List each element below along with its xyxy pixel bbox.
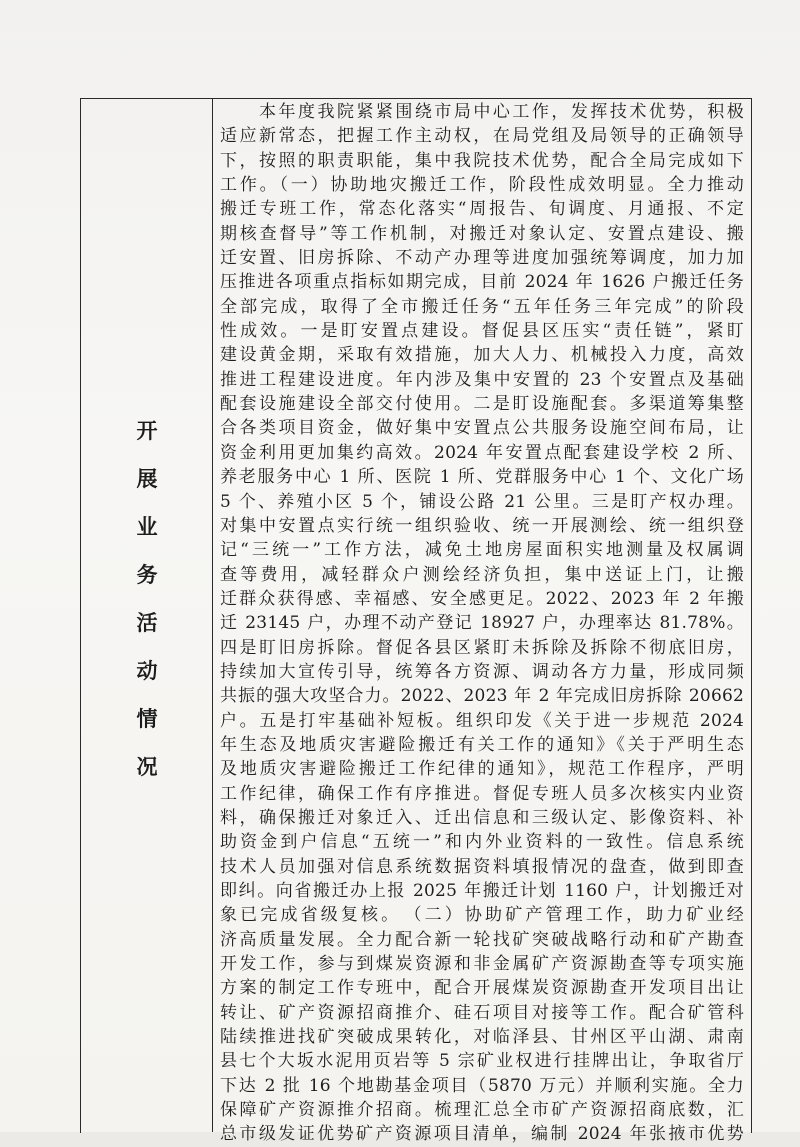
text-line: 县七个大坂水泥用页岩等 5 宗矿业权进行挂牌出让，争取省厅: [220, 1051, 744, 1072]
column-divider: [212, 98, 213, 1132]
text-line: 陆续推进找矿突破成果转化，对临泽县、甘州区平山湖、肃南: [220, 1027, 744, 1048]
text-line: 即纠。向省搬迁办上报 2025 年搬迁计划 1160 户，计划搬迁对: [220, 881, 744, 901]
row-label-business-activities: [132, 420, 162, 780]
text-line: 性成效。一是盯安置点建设。督促县区压实“责任链”，紧盯: [220, 321, 744, 342]
row-label-char: 活: [136, 610, 158, 635]
row-label-char: 动: [136, 658, 158, 683]
text-line: 5 个、养殖小区 5 个，铺设公路 21 公里。三是盯产权办理。: [220, 491, 744, 512]
text-line: 推进工程建设进度。年内涉及集中安置的 23 个安置点及基础: [220, 369, 744, 390]
row-label-char: 业: [136, 514, 158, 539]
text-line: 料，确保搬迁对象迁入、迁出信息和三级认定、影像资料、补: [220, 807, 744, 828]
text-line: 期核查督导”等工作机制，对搬迁对象认定、安置点建设、搬: [220, 223, 744, 244]
row-label-char: 况: [136, 754, 158, 779]
text-line: 开发工作，参与到煤炭资源和非金属矿产资源勘查等专项实施: [220, 954, 744, 975]
text-line: 转让、矿产资源招商推介、硅石项目对接等工作。配合矿管科: [220, 1002, 744, 1023]
text-line: 压推进各项重点指标如期完成，目前 2024 年 1626 户搬迁任务: [220, 272, 744, 293]
text-line: 对集中安置点实行统一组织验收、统一开展测绘、统一组织登: [220, 515, 744, 536]
text-line: 迁安置、旧房拆除、不动产办理等进度加强统筹调度，加力加: [220, 248, 744, 269]
text-line: 共振的强大攻坚合力。2022、2023 年 2 年完成旧房拆除 20662: [220, 686, 744, 707]
text-line: 象已完成省级复核。 （二）协助矿产管理工作，助力矿业经: [220, 905, 744, 926]
text-line: 四是盯旧房拆除。督促各县区紧盯未拆除及拆除不彻底旧房，: [220, 637, 744, 658]
text-line: 记“三统一”工作方法，减免土地房屋面积实地测量及权属调: [220, 540, 744, 561]
text-line: 助资金到户信息“五统一”和内外业资料的一致性。信息系统: [220, 832, 744, 853]
text-line: 下达 2 批 16 个地勘基金项目（5870 万元）并顺利实施。全力: [220, 1075, 744, 1096]
text-line: 适应新常态，把握工作主动权，在局党组及局领导的正确领导: [220, 126, 744, 147]
text-line: 养老服务中心 1 所、医院 1 所、党群服务中心 1 个、文化广场: [220, 467, 744, 488]
text-line: 合各类项目资金，做好集中安置点公共服务设施空间布局，让: [220, 418, 744, 439]
text-line: 全部完成，取得了全市搬迁任务“五年任务三年完成”的阶段: [220, 296, 744, 317]
text-line: 济高质量发展。全力配合新一轮找矿突破战略行动和矿产勘查: [220, 929, 744, 950]
text-line: 迁 23145 户，办理不动产登记 18927 户，办理率达 81.78%。: [220, 613, 744, 634]
text-line: 方案的制定工作专班中，配合开展煤炭资源勘查开发项目出让: [220, 978, 744, 999]
text-line: 搬迁专班工作，常态化落实“周报告、旬调度、月通报、不定: [220, 199, 744, 220]
row-label-char: 情: [136, 706, 158, 731]
text-line: 年生态及地质灾害避险搬迁有关工作的通知》《关于严明生态: [220, 734, 744, 755]
text-line: 配套设施建设全部交付使用。二是盯设施配套。多渠道筹集整: [220, 394, 744, 415]
text-line: 资金利用更加集约高效。2024 年安置点配套建设学校 2 所、: [220, 442, 744, 463]
row-label-char: 务: [136, 562, 158, 587]
text-line: 建设黄金期，采取有效措施，加大人力、机械投入力度，高效: [220, 345, 744, 366]
business-activities-content: [220, 100, 744, 1147]
text-line: 技术人员加强对信息系统数据资料填报情况的盘查，做到即查: [220, 856, 744, 877]
text-line: 总市级发证优势矿产资源项目清单，编制 2024 年张掖市优势: [220, 1124, 744, 1145]
text-line: 及地质灾害避险搬迁工作纪律的通知》，规范工作程序，严明: [220, 759, 744, 780]
row-label-char: 开: [136, 418, 158, 443]
text-line: 迁群众获得感、幸福感、安全感更足。2022、2023 年 2 年搬: [220, 588, 744, 609]
text-line: 工作。（一）协助地灾搬迁工作，阶段性成效明显。全力推动: [220, 175, 744, 196]
text-line: 下，按照的职责职能，集中我院技术优势，配合全局完成如下: [220, 150, 744, 171]
text-line: 持续加大宣传引导，统筹各方资源、调动各方力量，形成同频: [220, 661, 744, 682]
text-line: 户。五是打牢基础补短板。组织印发《关于进一步规范 2024: [220, 710, 744, 731]
text-line: 工作纪律，确保工作有序推进。督促专班人员多次核实内业资: [220, 783, 744, 804]
row-label-char: 展: [136, 466, 158, 491]
text-line: 查等费用，减轻群众户测绘经济负担，集中送证上门，让搬: [220, 564, 744, 585]
text-line: 本年度我院紧紧围绕市局中心工作，发挥技术优势，积极: [220, 102, 744, 122]
text-line: 保障矿产资源推介招商。梳理汇总全市矿产资源招商底数，汇: [220, 1100, 744, 1121]
